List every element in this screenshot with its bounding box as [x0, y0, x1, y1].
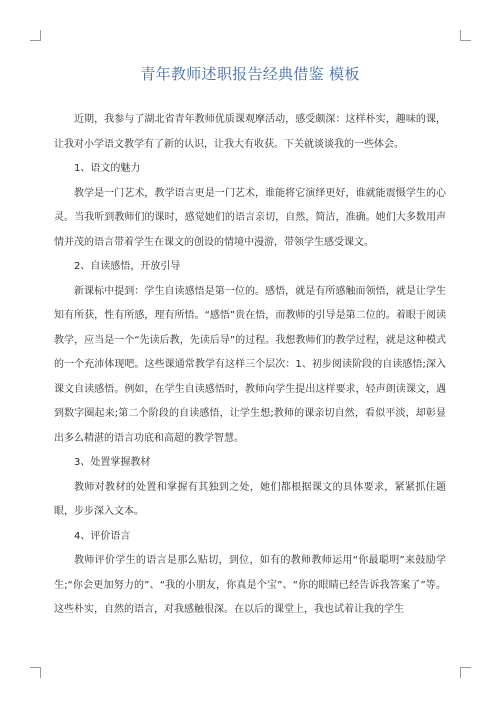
section-heading-self-reading: 2、自读感悟，开放引导: [74, 261, 181, 272]
paragraph-charm: 教学是一门艺术，教学语言更是一门艺术，谁能将它演绎更好，谁就能震慑学生的心灵。当我听到教师们的课时，感觉她们的语言亲切，自然，简洁，准确。她们大多数用声情并茂的语言带着学生在课文的创设的情境中漫游，带领学生感受课文。: [54, 187, 446, 248]
page-corner-mark-top-right: [460, 30, 471, 41]
paragraph-materials: 教师对教材的处置和掌握有其独到之处，她们都根据课文的具体要求，紧紧抓住题眼，步步深入文本。: [54, 481, 446, 517]
paragraph-evaluation: 教师评价学生的语言是那么贴切，到位，如有的教师教师运用“你最聪明”来鼓励学生;“你会更加努力的”、“我的小朋友，你真是个宝”、“你的眼睛已经告诉我答案了”等。这些朴实，自然的语言，对我感触很深。在以后的课堂上，我也试着让我的学生: [54, 555, 446, 615]
document-title: 青年教师述职报告经典借鉴 模板: [140, 65, 360, 83]
section-heading-materials: 3、处置掌握教材: [74, 457, 151, 468]
page-corner-mark-bottom-left: [30, 667, 41, 678]
page-corner-mark-top-left: [30, 30, 41, 41]
section-heading-charm: 1、语文的魅力: [74, 163, 141, 174]
paragraph-self-reading: 新课标中提到：学生自读感悟是第一位的。感悟，就是有所感触而领悟，就是让学生知有所获，性有所感，理有所悟。“感悟”贵在悟，而教师的引导是第二位的。着眼于阅读教学，应当是一个“先读后教，先读后导”的过程。我想教师们的教学过程，就是这种模式的一个充沛体现吧。这些课通常教学有这样三个层次：1、初步阅读阶段的自读感悟;深入课文自读感悟。例如，在学生自读感悟时，教师向学生提出这样要求，轻声朗读课文，遇到数字圈起来;第二个阶段的自读感悟，让学生想;教师的课亲切自然，看似平淡，却彰显出多么精湛的语言功底和高超的教学智慧。: [54, 285, 446, 444]
document-body: [54, 108, 446, 623]
paragraph-intro: 近期，我参与了湖北省青年教师优质课观摩活动，感受颇深：这样朴实，趣味的课，让我对小学语文教学有了新的认识，让我大有收获。下关就谈谈我的一些体会。: [54, 114, 446, 150]
section-heading-evaluation: 4、评价语言: [74, 530, 131, 542]
page-corner-mark-bottom-right: [460, 667, 471, 678]
